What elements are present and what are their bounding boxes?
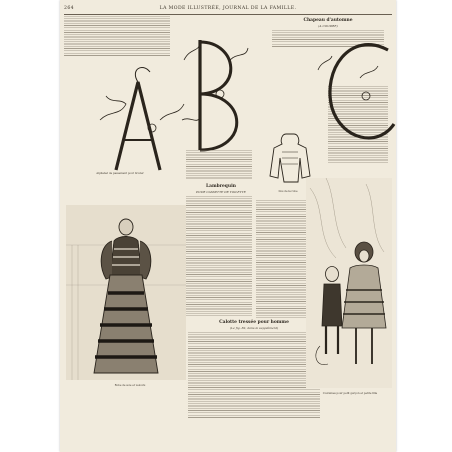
children-illustration [306,178,392,388]
letter-a [116,82,160,170]
letter-c [330,45,394,138]
page-number: 264 [64,6,74,11]
calotte-heading: Calotte tressée pour homme [219,320,289,325]
lambrequin-heading: Lambrequin [206,184,236,189]
dress-caption: Robe de soie et velours [114,384,146,387]
lambrequin-text [186,196,252,316]
calotte-subheading: (Le fig. 82, dans le supplément) [229,326,279,330]
calotte-text [188,332,320,418]
magazine-page [60,0,396,452]
monogram-caption: Alphabet de passement pour broder [96,172,144,175]
children-caption: Costumes pour petit garçon et petite fille [322,392,378,395]
back-view-caption: Dos de la robe [278,190,298,193]
lambrequin-subheading: POUR CASSETTE DE TOILETTE [196,190,246,194]
journal-title: LA MODE ILLUSTRÉE, JOURNAL DE LA FAMILLE. [159,6,297,11]
chapeau-subheading: (A COUDRE) [318,24,338,28]
intro-text [186,150,252,180]
dress-illustration [66,205,186,380]
monogram-illustration [60,0,396,160]
chapeau-heading: Chapeau d'automne [303,18,353,23]
